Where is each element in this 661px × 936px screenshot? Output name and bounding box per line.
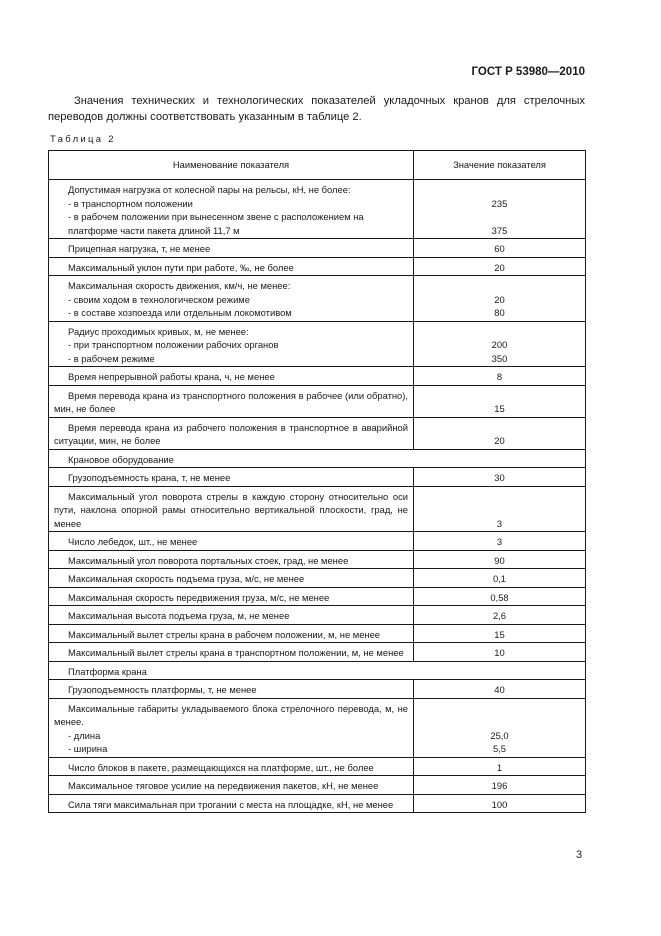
col-header-value: Значение показателя [414, 151, 586, 180]
indicator-name: Максимальная скорость подъема груза, м/с, не менее [68, 573, 305, 584]
indicator-value-cell [414, 239, 586, 258]
indicator-name: Максимальный вылет стрелы крана в рабочем положении, м, не менее [68, 628, 381, 640]
table-row [49, 532, 586, 551]
table-row [49, 587, 586, 606]
indicator-name: Максимальный уклон пути при работе, ‰, не более [68, 261, 294, 273]
table-row [49, 180, 586, 239]
indicator-name-cell [49, 449, 586, 468]
indicator-value: 25,0 [490, 729, 509, 741]
indicator-value-cell [414, 468, 586, 487]
indicator-value-cell [414, 776, 586, 795]
table-row [49, 606, 586, 625]
indicator-value: 1 [496, 761, 503, 773]
indicator-name-cell [49, 417, 414, 449]
table-row [49, 550, 586, 569]
table-row [49, 321, 586, 367]
indicator-value: 196 [491, 780, 508, 791]
indicator-name: Допустимая нагрузка от колесной пары на рельсы, кН, не более: [68, 184, 351, 195]
table-row [49, 794, 586, 813]
indicator-value-cell [414, 367, 586, 386]
indicator-name: Крановое оборудование [68, 453, 174, 465]
table-row [49, 276, 586, 322]
indicator-value-cell [414, 321, 586, 367]
indicator-value: 40 [494, 684, 505, 695]
indicator-value: 0,1 [492, 573, 507, 584]
section-row [49, 449, 586, 468]
indicator-value-cell [414, 180, 586, 239]
indicator-subitem: - ширина [68, 743, 108, 754]
indicator-name: Число лебедок, шт., не менее [68, 536, 198, 547]
indicator-subitem: - в транспортном положении [68, 197, 193, 209]
indicator-value: 80 [494, 307, 505, 318]
indicator-value-cell [414, 276, 586, 322]
indicator-value-cell [414, 643, 586, 662]
indicator-value: 3 [496, 536, 503, 547]
indicator-name: Платформа крана [68, 665, 147, 677]
indicator-value: 20 [494, 293, 505, 305]
indicator-value-cell [414, 385, 586, 417]
table-row [49, 569, 586, 588]
indicator-value-cell [414, 680, 586, 699]
indicator-name-cell [49, 532, 414, 551]
indicator-name-cell [49, 276, 414, 322]
indicator-value: 200 [491, 339, 508, 350]
indicator-name: Максимальное тяговое усилие на передвижения пакетов, кН, не менее [68, 780, 379, 791]
indicator-name-cell [49, 643, 414, 662]
indicator-value-cell [414, 757, 586, 776]
table-row [49, 757, 586, 776]
indicator-value-cell [414, 257, 586, 276]
table-row [49, 239, 586, 258]
indicator-name: Число блоков в пакете, размещающихся на платформе, шт., не более [68, 761, 374, 773]
indicator-name-cell [49, 606, 414, 625]
indicator-value-cell [414, 587, 586, 606]
indicator-value-cell [414, 532, 586, 551]
indicator-value-cell [414, 486, 586, 532]
indicator-value: 30 [494, 472, 505, 483]
table-row [49, 776, 586, 795]
table-row [49, 643, 586, 662]
indicator-value: 8 [496, 371, 503, 382]
indicator-name-cell [49, 180, 414, 239]
indicator-name: Прицепная нагрузка, т, не менее [68, 243, 211, 254]
section-row [49, 661, 586, 680]
indicator-value: 20 [494, 435, 505, 446]
table-row [49, 367, 586, 386]
indicator-value: 2,6 [492, 610, 507, 621]
indicator-value: 20 [494, 261, 505, 273]
indicator-value: 10 [494, 647, 505, 658]
indicator-value-cell [414, 550, 586, 569]
indicator-name-cell [49, 757, 414, 776]
table-body [49, 180, 586, 813]
indicator-value: 3 [496, 517, 503, 529]
indicators-table [48, 150, 586, 813]
indicator-name-cell [49, 569, 414, 588]
indicator-name: Максимальный вылет стрелы крана в транспортном положении, м, не менее [68, 647, 404, 658]
indicator-name-cell [49, 776, 414, 795]
indicator-name-cell [49, 257, 414, 276]
indicator-value: 15 [494, 628, 505, 640]
indicator-name-cell [49, 698, 414, 757]
indicator-name: Радиус проходимых кривых, м, не менее: [68, 325, 249, 337]
indicator-name-cell [49, 239, 414, 258]
table-caption: Таблица 2 [50, 134, 116, 145]
indicator-value: 375 [491, 224, 508, 236]
intro-paragraph: Значения технических и технологических показателей укладочных кранов для стрелочных переводов должны соответствовать указанным в таблице 2. [48, 95, 585, 123]
table-row [49, 417, 586, 449]
indicator-value-cell [414, 417, 586, 449]
indicator-value: 100 [491, 798, 508, 810]
indicator-value: 90 [494, 554, 505, 566]
indicator-value: 0,58 [490, 591, 509, 603]
page-number: 3 [576, 849, 583, 861]
indicator-value-cell [414, 624, 586, 643]
indicator-name-cell [49, 550, 414, 569]
indicator-value: 60 [494, 243, 505, 254]
table-row [49, 257, 586, 276]
table-row [49, 486, 586, 532]
indicator-value-cell [414, 794, 586, 813]
indicator-subitem: - в составе хозпоезда или отдельным локомотивом [68, 307, 292, 318]
col-header-name: Наименование показателя [49, 151, 414, 180]
indicator-value: 350 [491, 352, 508, 364]
indicator-name: Максимальная скорость движения, км/ч, не менее: [68, 280, 291, 291]
indicator-value-cell [414, 698, 586, 757]
standard-header: ГОСТ Р 53980—2010 [471, 66, 585, 78]
indicator-name-cell [49, 468, 414, 487]
indicator-name: Грузоподъемность крана, т, не менее [68, 472, 231, 483]
indicator-name-cell [49, 587, 414, 606]
indicator-subitem: - в рабочем положении при вынесенном звене с расположением на платформе части пакета длиной 11,7 м [68, 211, 364, 236]
indicator-name: Сила тяги максимальная при трогании с места на площадке, кН, не менее [68, 798, 394, 810]
indicator-subitem: - своим ходом в технологическом режиме [68, 293, 250, 305]
indicator-value: 15 [494, 403, 505, 414]
indicator-name-cell [49, 624, 414, 643]
indicator-subitem: - в рабочем режиме [68, 352, 155, 364]
indicator-value-cell [414, 606, 586, 625]
indicator-name-cell [49, 367, 414, 386]
indicator-name: Максимальный угол поворота стрелы в каждую сторону относительно оси пути, наклона опорной рамы относительно вертикальной плоскости, град, не менее [54, 490, 408, 529]
indicator-name: Время перевода крана из транспортного положения в рабочее (или обратно), мин, не более [54, 389, 408, 414]
table-row [49, 680, 586, 699]
indicator-subitem: - длина [68, 729, 101, 741]
indicator-name-cell [49, 486, 414, 532]
table-row [49, 698, 586, 757]
indicator-name: Максимальная высота подъема груза, м, не менее [68, 610, 290, 621]
indicator-name: Время перевода крана из рабочего положения в транспортное в аварийной ситуации, мин, не более [54, 421, 408, 446]
indicator-name: Время непрерывной работы крана, ч, не менее [68, 371, 275, 382]
table-row [49, 468, 586, 487]
table-row [49, 385, 586, 417]
indicator-subitem: - при транспортном положении рабочих органов [68, 339, 279, 350]
indicator-name-cell [49, 680, 414, 699]
indicator-name: Грузоподъемность платформы, т, не менее [68, 684, 257, 695]
table-row [49, 624, 586, 643]
indicator-name: Максимальный угол поворота портальных стоек, град, не менее [68, 554, 349, 566]
indicator-name: Максимальные габариты укладываемого блока стрелочного перевода, м, не менее. [54, 702, 408, 727]
indicator-name: Максимальная скорость передвижения груза, м/с, не менее [68, 591, 330, 603]
indicator-name-cell [49, 385, 414, 417]
table-header-row [49, 151, 586, 180]
indicator-value: 5,5 [492, 743, 507, 754]
indicator-name-cell [49, 661, 586, 680]
indicator-value: 235 [491, 198, 508, 209]
indicator-value-cell [414, 569, 586, 588]
indicator-name-cell [49, 321, 414, 367]
indicator-name-cell [49, 794, 414, 813]
